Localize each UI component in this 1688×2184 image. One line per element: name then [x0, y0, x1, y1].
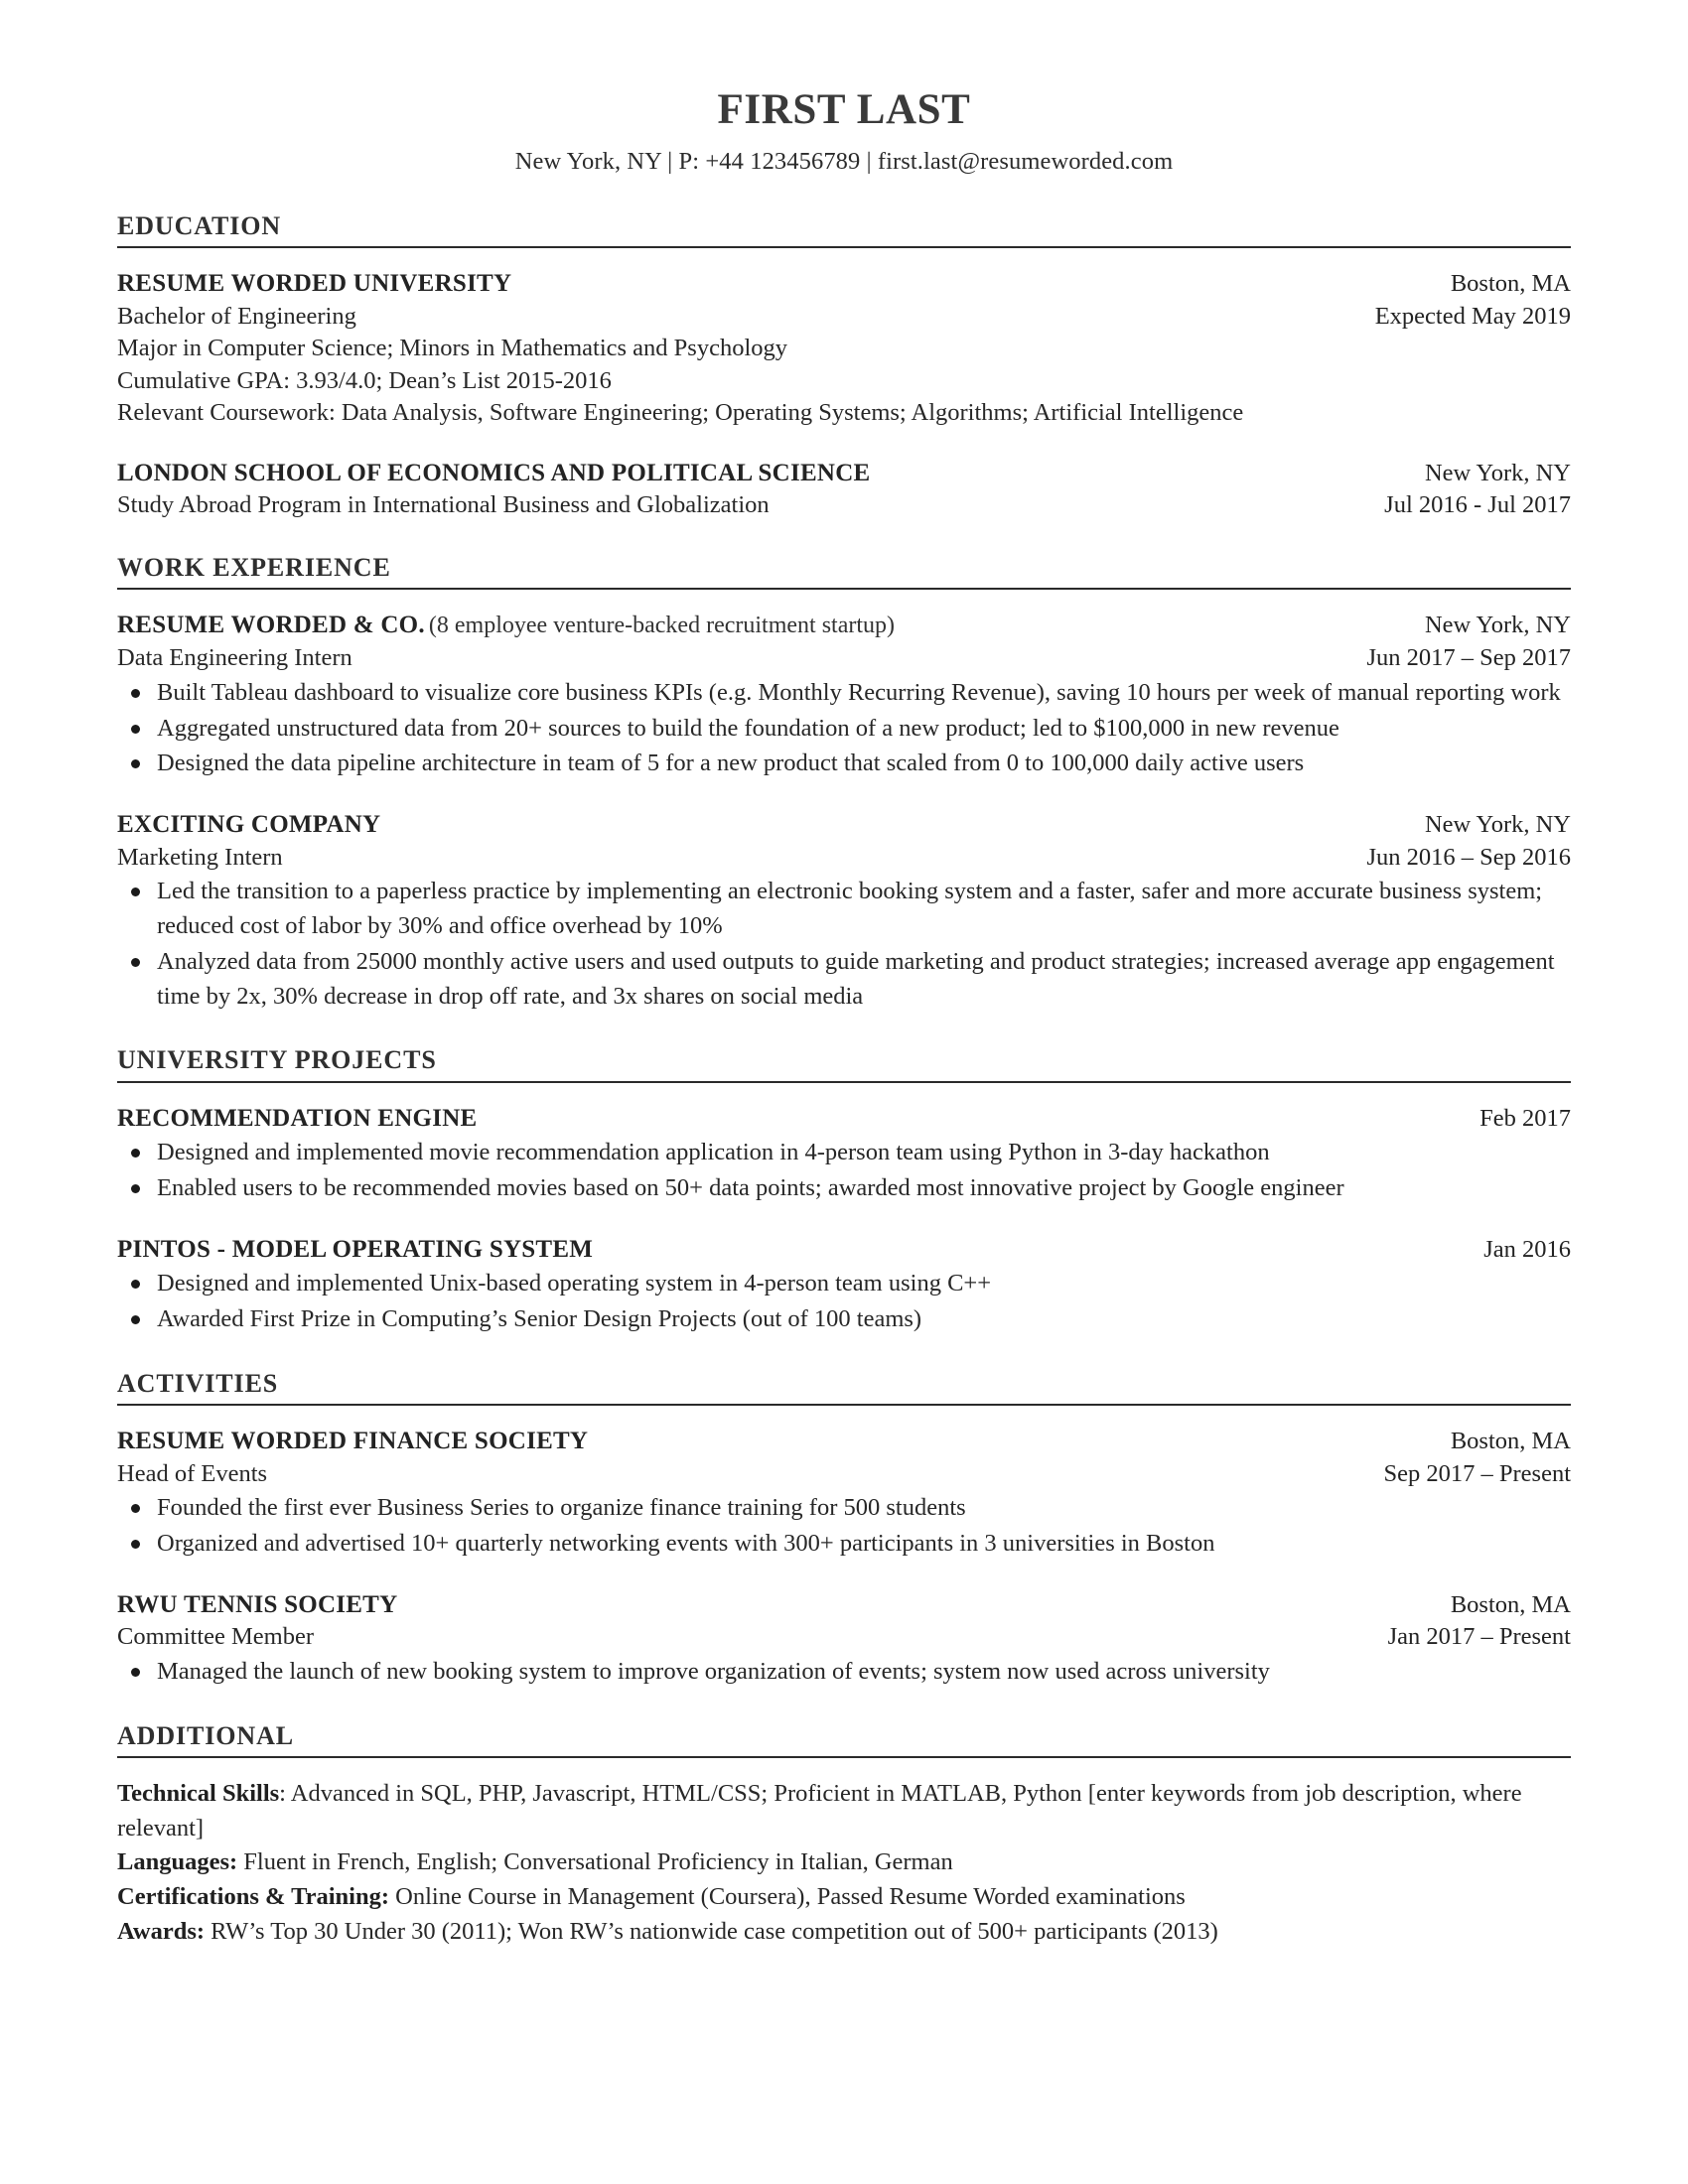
section-title-work-experience: WORK EXPERIENCE: [117, 553, 391, 583]
bullet-item: Analyzed data from 25000 monthly active users and used outputs to guide marketing and product strategies; increased average app engagement time by 2x, 30% decrease in drop off rate, and 3x shares on social media: [117, 945, 1571, 1015]
spacer: [117, 1691, 1571, 1720]
section-title-activities: ACTIVITIES: [117, 1368, 279, 1398]
entry-header-row: [117, 1425, 1571, 1458]
section-body-university-projects: [117, 1083, 1571, 1337]
job-date: Jun 2016 – Sep 2016: [1366, 843, 1571, 871]
institution-name: RESUME WORDED UNIVERSITY: [117, 270, 512, 298]
additional-text: Fluent in French, English; Conversational Proficiency in Italian, German: [243, 1848, 953, 1876]
role-date: Sep 2017 – Present: [1383, 1459, 1571, 1487]
work-entry: [117, 808, 1571, 1014]
degree-title: Bachelor of Engineering: [117, 302, 356, 330]
institution-location: New York, NY: [1424, 459, 1571, 486]
bullet-item: Awarded First Prize in Computing’s Senior Design Projects (out of 100 teams): [117, 1302, 1571, 1337]
entry-header-row: [117, 609, 1571, 642]
company-name: RESUME WORDED & CO.: [117, 612, 425, 639]
spacer: [117, 522, 1571, 552]
section-title-education: EDUCATION: [117, 210, 282, 240]
program-date: Jul 2016 - Jul 2017: [1384, 491, 1571, 519]
project-entry: [117, 1102, 1571, 1206]
role-date: Jan 2017 – Present: [1387, 1623, 1571, 1651]
section-university-projects: [117, 1044, 1571, 1336]
institution-name: LONDON SCHOOL OF ECONOMICS AND POLITICAL SCIENCE: [117, 459, 871, 486]
organization-location: Boston, MA: [1450, 1428, 1571, 1455]
contact-line: New York, NY | P: +44 123456789 | first.last@resumeworded.com: [514, 148, 1174, 176]
section-body-activities: [117, 1406, 1571, 1690]
education-detail: Major in Computer Science; Minors in Mathematics and Psychology: [117, 335, 788, 362]
entry-subheader-row: [117, 642, 1571, 675]
section-title-additional: ADDITIONAL: [117, 1720, 295, 1750]
bullet-list: [117, 676, 1571, 781]
bullet-item: Enabled users to be recommended movies based on 50+ data points; awarded most innovative project by Google engineer: [117, 1171, 1571, 1206]
company-name: EXCITING COMPANY: [117, 811, 381, 839]
section-body-education: [117, 248, 1571, 522]
additional-separator: :: [279, 1779, 291, 1807]
company-note: (8 employee venture-backed recruitment startup): [428, 613, 895, 639]
work-entry: [117, 609, 1571, 781]
bullet-item: Led the transition to a paperless practice by implementing an electronic booking system and a faster, safer and more accurate business system; reduced cost of labor by 30% and office overhead by 10%: [117, 875, 1571, 944]
project-name: RECOMMENDATION ENGINE: [117, 1104, 478, 1132]
bullet-item: Designed and implemented Unix-based operating system in 4-person team using C++: [117, 1267, 1571, 1301]
bullet-list: [117, 1491, 1571, 1562]
education-detail: Cumulative GPA: 3.93/4.0; Dean’s List 2015-2016: [117, 366, 612, 394]
project-entry: [117, 1233, 1571, 1337]
additional-text: Online Course in Management (Coursera), Passed Resume Worded examinations: [395, 1883, 1186, 1911]
project-date: Jan 2016: [1483, 1235, 1571, 1263]
bullet-list: [117, 1136, 1571, 1206]
section-body-work-experience: [117, 590, 1571, 1014]
additional-line: [117, 1915, 1571, 1950]
organization-name: RWU TENNIS SOCIETY: [117, 1590, 398, 1618]
education-entry: [117, 457, 1571, 522]
entry-header-row: [117, 1102, 1571, 1136]
project-date: Feb 2017: [1479, 1104, 1571, 1132]
bullet-item: Built Tableau dashboard to visualize core business KPIs (e.g. Monthly Recurring Revenue), saving 10 hours per week of manual reporting work: [117, 676, 1571, 711]
bullet-item: Aggregated unstructured data from 20+ sources to build the foundation of a new product; led to $100,000 in new revenue: [117, 712, 1571, 747]
spacer: [117, 1338, 1571, 1368]
additional-label: Certifications & Training:: [117, 1883, 390, 1911]
additional-line: [117, 1845, 1571, 1880]
company-location: New York, NY: [1424, 811, 1571, 839]
entry-header-row: [117, 1588, 1571, 1622]
company-heading: [117, 808, 1425, 841]
entry-header-row: [117, 808, 1571, 842]
activity-entry: [117, 1425, 1571, 1562]
program-title: Study Abroad Program in International Business and Globalization: [117, 491, 770, 519]
additional-text: RW’s Top 30 Under 30 (2011); Won RW’s nationwide case competition out of 500+ participants (2013): [211, 1917, 1218, 1945]
bullet-item: Organized and advertised 10+ quarterly networking events with 300+ participants in 3 universities in Boston: [117, 1527, 1571, 1562]
education-detail: Relevant Coursework: Data Analysis, Software Engineering; Operating Systems; Algorithms; Artificial Intelligence: [117, 399, 1244, 427]
candidate-name: FIRST LAST: [717, 86, 971, 133]
additional-line: [117, 1777, 1571, 1846]
role-title: Committee Member: [117, 1623, 314, 1651]
graduation-date: Expected May 2019: [1374, 302, 1571, 330]
company-location: New York, NY: [1424, 612, 1571, 639]
section-additional: [117, 1720, 1571, 1950]
company-heading: [117, 609, 1425, 642]
spacer: [117, 1015, 1571, 1044]
section-education: [117, 210, 1571, 522]
project-name: PINTOS - MODEL OPERATING SYSTEM: [117, 1235, 594, 1263]
activity-entry: [117, 1588, 1571, 1690]
additional-label: Technical Skills: [117, 1779, 280, 1807]
section-activities: [117, 1368, 1571, 1690]
section-work-experience: [117, 552, 1571, 1014]
bullet-item: Founded the first ever Business Series to organize finance training for 500 students: [117, 1491, 1571, 1526]
additional-text: Advanced in SQL, PHP, Javascript, HTML/CSS; Proficient in MATLAB, Python [enter keywords from job description, where relevant]: [117, 1779, 1522, 1842]
job-date: Jun 2017 – Sep 2017: [1366, 644, 1571, 672]
additional-label: Languages:: [117, 1848, 238, 1876]
organization-name: RESUME WORDED FINANCE SOCIETY: [117, 1428, 589, 1455]
bullet-item: Designed the data pipeline architecture in team of 5 for a new product that scaled from 0 to 100,000 daily active users: [117, 747, 1571, 781]
role-title: Head of Events: [117, 1459, 268, 1487]
bullet-item: Managed the launch of new booking system to improve organization of events; system now used across university: [117, 1655, 1571, 1690]
education-entry: [117, 267, 1571, 430]
entry-subheader-row: [117, 1458, 1571, 1491]
bullet-list: [117, 1267, 1571, 1337]
institution-location: Boston, MA: [1450, 270, 1571, 298]
bullet-list: [117, 875, 1571, 1014]
entry-header-row: [117, 1233, 1571, 1267]
job-title: Data Engineering Intern: [117, 644, 352, 672]
entry-subheader-row: [117, 489, 1571, 522]
organization-location: Boston, MA: [1450, 1590, 1571, 1618]
bullet-list: [117, 1655, 1571, 1690]
section-title-university-projects: UNIVERSITY PROJECTS: [117, 1045, 437, 1075]
bullet-item: Designed and implemented movie recommendation application in 4-person team using Python in 3-day hackathon: [117, 1136, 1571, 1170]
entry-subheader-row: [117, 1621, 1571, 1654]
entry-subheader-row: [117, 842, 1571, 875]
job-title: Marketing Intern: [117, 843, 283, 871]
entry-subheader-row: [117, 301, 1571, 334]
entry-header-row: [117, 457, 1571, 490]
additional-label: Awards:: [117, 1917, 206, 1945]
additional-line: [117, 1880, 1571, 1915]
section-body-additional: [117, 1758, 1571, 1950]
entry-header-row: [117, 267, 1571, 301]
